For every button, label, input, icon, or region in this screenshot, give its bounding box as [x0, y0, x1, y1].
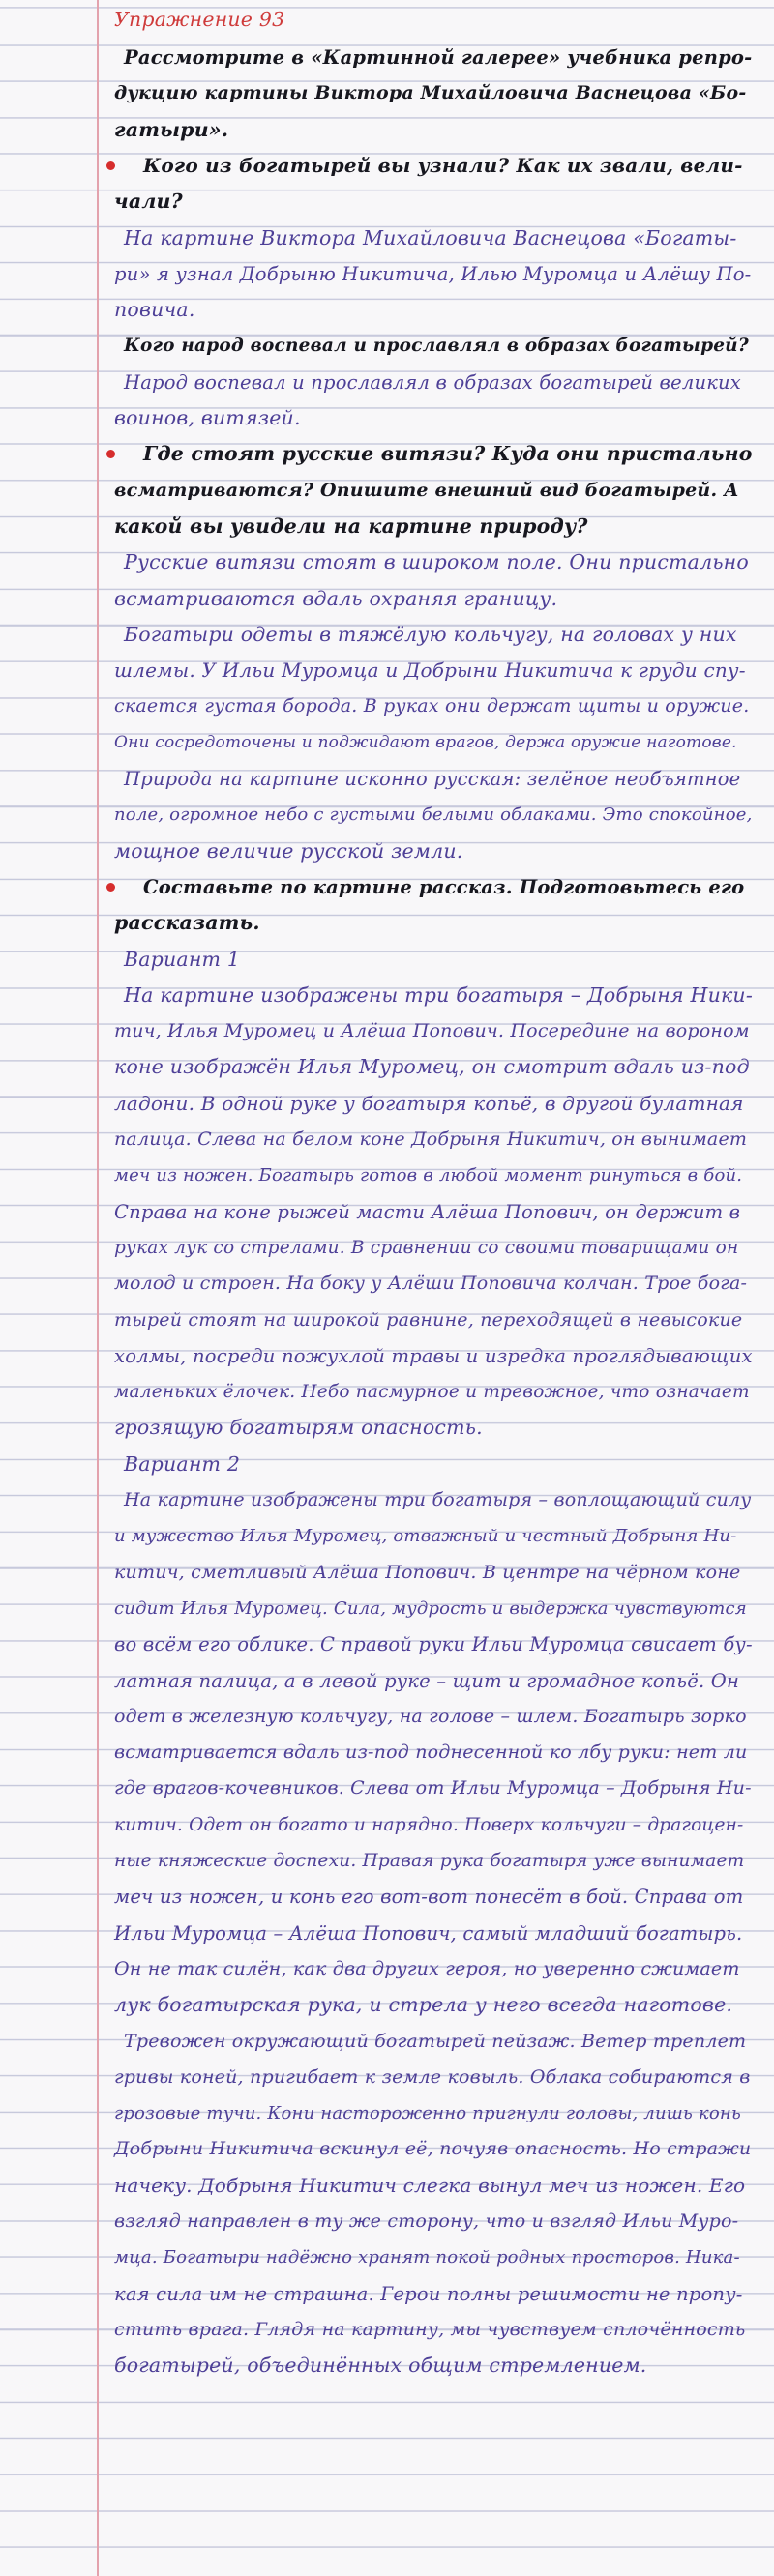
- answer-line: [114, 1771, 753, 1806]
- line-text: какой вы увидели на картине природу?: [114, 513, 588, 538]
- line-text: мощное величие русской земли.: [114, 838, 463, 863]
- answer-line: [114, 400, 753, 436]
- question-line: [114, 473, 753, 509]
- answer-line: [114, 2024, 753, 2060]
- answer-line: [114, 1230, 753, 1266]
- answer-line: [114, 1194, 753, 1230]
- question-line: [114, 328, 753, 364]
- answer-line: [114, 1338, 753, 1374]
- answer-line: [114, 834, 753, 869]
- line-text: взгляд направлен в ту же сторону, что и взгляд Ильи Муро-: [114, 2210, 739, 2232]
- line-text: Русские витязи стоят в широком поле. Они пристально: [124, 550, 749, 574]
- line-text: холмы, посреди пожухлой травы и изредка проглядывающих: [114, 1344, 753, 1367]
- line-text: где врагов-кочевников. Слева от Ильи Муромца – Добрыня Ни-: [114, 1777, 752, 1800]
- answer-line: [114, 2239, 753, 2275]
- answer-line: [114, 978, 753, 1013]
- page-margin-line: [97, 0, 99, 2576]
- answer-line: [114, 1735, 753, 1771]
- answer-line: [114, 1626, 753, 1662]
- answer-line: [114, 1518, 753, 1554]
- answer-line: [114, 617, 753, 653]
- line-text: Где стоят русские витязи? Куда они пристально: [143, 442, 753, 466]
- bullet-icon: [106, 450, 115, 458]
- answer-line: [114, 2131, 753, 2167]
- line-text: ладони. В одной руке у богатыря копьё, в другой булатная: [114, 1091, 744, 1115]
- line-text: шлемы. У Ильи Муромца и Добрыни Никитича к груди спу-: [114, 659, 746, 683]
- line-text: всматривается вдаль из-под поднесенной ко лбу руки: нет ли: [114, 1742, 748, 1764]
- line-text: повича.: [114, 298, 195, 322]
- answer-line: [114, 1122, 753, 1157]
- line-text: скается густая борода. В руках они держат щиты и оружие.: [114, 695, 750, 717]
- answer-line: [114, 2060, 753, 2095]
- line-text: китич, сметливый Алёша Попович. В центре на чёрном коне: [114, 1561, 741, 1583]
- answer-line: [114, 942, 753, 978]
- line-text: Вариант 1: [124, 947, 241, 971]
- line-text: Кого из богатырей вы узнали? Как их звали, вели-: [143, 153, 743, 177]
- line-text: Богатыри одеты в тяжёлую кольчугу, на головах у них: [124, 622, 737, 646]
- answer-line: [114, 1591, 753, 1626]
- line-text: всматриваются? Опишите внешний вид богатырей. А: [114, 479, 739, 501]
- answer-line: [114, 256, 753, 292]
- line-text: меч из ножен, и конь его вот-вот понесёт в бой. Справа от: [114, 1886, 744, 1909]
- answer-line: [114, 1916, 753, 1951]
- question-line: [114, 148, 753, 184]
- answer-line: [114, 1013, 753, 1049]
- line-text: и мужество Илья Муромец, отважный и честный Добрыня Ни-: [114, 1526, 737, 1547]
- answer-line: [114, 2348, 753, 2384]
- answer-line: [114, 761, 753, 797]
- answer-line: [114, 1843, 753, 1879]
- answer-line: [114, 1807, 753, 1843]
- answer-line: [114, 725, 753, 761]
- line-text: воинов, витязей.: [114, 406, 301, 429]
- line-text: молод и строен. На боку у Алёши Поповича колчан. Трое бога-: [114, 1273, 748, 1295]
- line-text: коне изображён Илья Муромец, он смотрит вдаль из-под: [114, 1055, 750, 1079]
- line-text: всматриваются вдаль охраняя границу.: [114, 586, 558, 610]
- line-text: тырей стоят на широкой равнине, переходящей в невысокие: [114, 1308, 743, 1331]
- line-text: китич. Одет он богато и нарядно. Поверх кольчуги – драгоцен-: [114, 1814, 744, 1835]
- line-text: меч из ножен. Богатырь готов в любой момент ринуться в бой.: [114, 1165, 743, 1186]
- line-text: Рассмотрите в «Картинной галерее» учебника репро-: [124, 46, 753, 69]
- line-text: одет в железную кольчугу, на голове – шлем. Богатырь зорко: [114, 1705, 747, 1727]
- line-text: маленьких ёлочек. Небо пасмурное и тревожное, что означает: [114, 1382, 750, 1403]
- answer-line: [114, 2204, 753, 2239]
- answer-line: [114, 1374, 753, 1410]
- answer-line: [114, 653, 753, 688]
- line-text: во всём его облике. С правой руки Ильи Муромца свисает бу-: [114, 1633, 753, 1656]
- answer-line: [114, 292, 753, 328]
- line-text: поле, огромное небо с густыми белыми облаками. Это спокойное,: [114, 805, 753, 826]
- line-text: Они сосредоточены и поджидают врагов, держа оружие наготове.: [114, 732, 737, 752]
- question-line: [114, 509, 753, 544]
- line-text: мца. Богатыри надёжно хранят покой родных просторов. Ника-: [114, 2247, 740, 2269]
- answer-line: [114, 1663, 753, 1699]
- line-text: ные княжеские доспехи. Правая рука богатыря уже вынимает: [114, 1851, 745, 1871]
- line-text: Составьте по картине рассказ. Подготовьтесь его: [143, 875, 745, 898]
- answer-line: [114, 1879, 753, 1915]
- line-text: чали?: [114, 190, 183, 214]
- bullet-icon: [106, 883, 115, 892]
- line-text: Он не так силён, как два других героя, но уверенно сжимает: [114, 1957, 740, 1979]
- answer-line: [114, 2095, 753, 2131]
- question-line: [114, 75, 753, 111]
- answer-line: [114, 2168, 753, 2204]
- line-text: лук богатырская рука, и стрела у него всегда наготове.: [114, 1993, 733, 2017]
- question-line: [114, 869, 753, 905]
- answer-line: [114, 2312, 753, 2348]
- line-text: гатыри».: [114, 117, 229, 141]
- line-text: палица. Слева на белом коне Добрыня Никитич, он вынимает: [114, 1128, 748, 1150]
- answer-line: [114, 1987, 753, 2023]
- answer-line: [114, 1699, 753, 1735]
- answer-line: [114, 1157, 753, 1193]
- line-text: грозящую богатырям опасность.: [114, 1416, 483, 1440]
- line-text: Природа на картине исконно русская: зелёное необъятное: [124, 768, 741, 790]
- line-text: сидит Илья Муромец. Сила, мудрость и выдержка чувствуются: [114, 1597, 747, 1619]
- line-text: дукцию картины Виктора Михайловича Васнецова «Бо-: [114, 82, 747, 104]
- answer-line: [114, 1555, 753, 1591]
- question-line: [114, 905, 753, 941]
- answer-line: [114, 797, 753, 833]
- bullet-icon: [106, 161, 115, 170]
- answer-line: [114, 1049, 753, 1085]
- line-text: Добрыни Никитича вскинул её, почуяв опасность. Но стражи: [114, 2138, 752, 2160]
- line-text: На картине изображены три богатыря – воплощающий силу: [124, 1489, 752, 1510]
- answer-line: [114, 1086, 753, 1122]
- line-text: стить врага. Глядя на картину, мы чувствуем сплочённость: [114, 2318, 746, 2340]
- answer-line: [114, 581, 753, 617]
- question-line: [114, 436, 753, 472]
- line-text: гривы коней, пригибает к земле ковыль. Облака собираются в: [114, 2065, 751, 2088]
- answer-line: [114, 544, 753, 580]
- line-text: На картине изображены три богатыря – Добрыня Ники-: [124, 982, 753, 1007]
- answer-line: [114, 1447, 753, 1482]
- line-text: ри» я узнал Добрыню Никитича, Илью Муромца и Алёшу По-: [114, 262, 752, 285]
- line-text: грозовые тучи. Кони настороженно пригнули головы, лишь конь: [114, 2103, 741, 2124]
- answer-line: [114, 688, 753, 724]
- answer-line: [114, 220, 753, 256]
- answer-line: [114, 1951, 753, 1987]
- line-text: рассказать.: [114, 911, 260, 935]
- answer-line: [114, 365, 753, 400]
- answer-line: [114, 1266, 753, 1302]
- line-text: руках лук со стрелами. В сравнении со своими товарищами он: [114, 1237, 739, 1258]
- answer-line: [114, 1303, 753, 1338]
- exercise-heading: Упражнение 93: [114, 8, 285, 31]
- line-text: Ильи Муромца – Алёша Попович, самый младший богатырь.: [114, 1921, 743, 1945]
- answer-line: [114, 1482, 753, 1518]
- line-text: богатырей, объединённых общим стремлением.: [114, 2354, 647, 2378]
- line-text: Народ воспевал и прославлял в образах богатырей великих: [124, 370, 741, 394]
- line-text: латная палица, а в левой руке – щит и громадное копьё. Он: [114, 1669, 740, 1692]
- question-line: [114, 184, 753, 220]
- answer-line: [114, 2276, 753, 2312]
- answer-line: [114, 1410, 753, 1446]
- line-text: На картине Виктора Михайловича Васнецова «Богаты-: [124, 225, 737, 249]
- line-text: Тревожен окружающий богатырей пейзаж. Ветер треплет: [124, 2030, 747, 2052]
- line-text: Справа на коне рыжей масти Алёша Попович, он держит в: [114, 1200, 741, 1223]
- line-text: кая сила им не страшна. Герои полны решимости не пропу-: [114, 2282, 743, 2305]
- question-line: [114, 112, 753, 148]
- line-text: Вариант 2: [124, 1451, 241, 1476]
- line-text: начеку. Добрыня Никитич слегка вынул меч из ножен. Его: [114, 2173, 746, 2197]
- question-line: [114, 40, 753, 75]
- line-text: тич, Илья Муромец и Алёша Попович. Посередине на вороном: [114, 1020, 750, 1042]
- line-text: Кого народ воспевал и прославлял в образах богатырей?: [124, 336, 749, 357]
